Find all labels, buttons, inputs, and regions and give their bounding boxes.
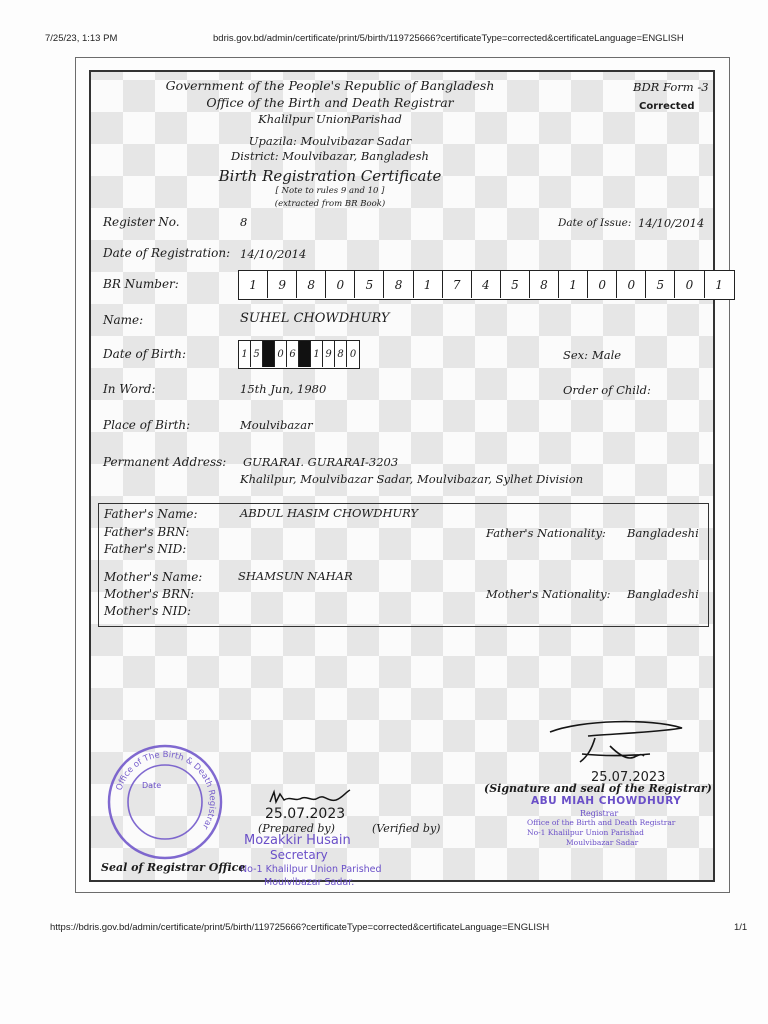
registrar-title: Registrar (580, 809, 619, 818)
dob-digit: 1 (311, 341, 323, 367)
registrar-caption: (Signature and seal of the Registrar) (484, 782, 712, 795)
extracted-note: (extracted from BR Book) (274, 199, 386, 209)
dob-digit: 6 (287, 341, 299, 367)
registrar-office-1: Office of the Birth and Death Registrar (527, 818, 676, 827)
registrar-signature (540, 712, 690, 772)
verified-by-label: (Verified by) (372, 822, 441, 835)
print-datetime: 7/25/23, 1:13 PM (45, 33, 118, 44)
mother-name-value: SHAMSUN NAHAR (238, 569, 353, 583)
mother-nationality-label: Mother's Nationality: (486, 587, 611, 601)
corrected-status: Corrected (639, 101, 695, 112)
sex-label: Sex: (563, 348, 589, 362)
dob-digit: 8 (335, 341, 347, 367)
address-line1: GURARAI. GURARAI-3203 (243, 455, 399, 469)
br-digit: 5 (355, 271, 384, 298)
gov-title: Government of the People's Republic of Bangladesh (165, 78, 495, 93)
order-of-child-label: Order of Child: (563, 383, 651, 397)
br-digit: 7 (443, 271, 472, 298)
br-number-label: BR Number: (103, 277, 179, 291)
registrar-seal-stamp (104, 742, 226, 862)
mother-brn-label: Mother's BRN: (104, 587, 195, 601)
br-digit: 5 (646, 271, 675, 298)
registrar-sign-date: 25.07.2023 (591, 770, 666, 785)
father-name-value: ABDUL HASIM CHOWDHURY (240, 506, 419, 520)
dob-digit: 0 (349, 348, 357, 360)
secretary-name: Mozakkir Husain (244, 833, 351, 848)
page-number: 1/1 (734, 922, 748, 933)
upazila: Upazila: Moulvibazar Sadar (248, 134, 412, 148)
issue-date-label: Date of Issue: (558, 217, 632, 229)
br-digit: 0 (588, 271, 617, 298)
print-footer-url: https://bdris.gov.bd/admin/certificate/print/5/birth/119725666?certificateType=corrected&certificateLanguage=ENGLISH (50, 922, 550, 933)
address-line2: Khalilpur, Moulvibazar Sadar, Moulvibazar, Sylhet Division (240, 472, 584, 486)
dob-separator (263, 341, 275, 367)
dob-digit: 1 (239, 341, 251, 367)
union-parishad: Khalilpur UnionParishad (258, 112, 402, 126)
br-digit: 8 (384, 271, 413, 298)
registration-date-label: Date of Registration: (103, 246, 231, 260)
in-word-value: 15th Jun, 1980 (240, 382, 327, 396)
br-digit: 5 (501, 271, 530, 298)
br-digit: 9 (268, 271, 297, 298)
br-number-boxes (238, 270, 735, 300)
registrar-name: ABU MIAH CHOWDHURY (531, 795, 682, 807)
mother-nationality-value: Bangladeshi (627, 587, 699, 601)
dob-label: Date of Birth: (103, 347, 186, 361)
registration-date-value: 14/10/2014 (240, 247, 307, 261)
secretary-title: Secretary (270, 848, 328, 862)
register-label: Register No. (103, 215, 180, 229)
rules-note: [ Note to rules 9 and 10 ] (275, 186, 385, 196)
br-digit: 0 (675, 271, 704, 298)
name-value: SUHEL CHOWDHURY (240, 311, 390, 326)
br-digit: 1 (559, 271, 588, 298)
in-word-label: In Word: (103, 382, 156, 396)
br-digit: 0 (617, 271, 646, 298)
dob-boxes (238, 340, 360, 369)
permanent-address-label: Permanent Address: (103, 455, 227, 469)
district: District: Moulvibazar, Bangladesh (231, 149, 429, 163)
registrar-office-2: No-1 Khalilpur Union Parishad (527, 828, 644, 837)
seal-date-label: Date (142, 781, 162, 790)
certificate-title: Birth Registration Certificate (218, 167, 442, 185)
office-title: Office of the Birth and Death Registrar (206, 95, 454, 110)
dob-digit: 0 (275, 341, 287, 367)
sex-value: Male (592, 348, 622, 362)
print-url: bdris.gov.bd/admin/certificate/print/5/birth/119725666?certificateType=corrected&certificateLanguage=ENGLISH (213, 33, 684, 44)
form-number: BDR Form -3 (633, 80, 709, 94)
br-digit: 1 (414, 271, 443, 298)
father-name-label: Father's Name: (104, 507, 198, 521)
father-nationality-label: Father's Nationality: (486, 526, 606, 540)
br-digit: 1 (715, 277, 723, 292)
father-nationality-value: Bangladeshi (627, 526, 699, 540)
br-digit: 8 (297, 271, 326, 298)
seal-label: Seal of Registrar Office (101, 861, 246, 874)
father-nid-label: Father's NID: (104, 542, 187, 556)
place-of-birth-label: Place of Birth: (103, 418, 191, 432)
dob-separator (299, 341, 311, 367)
dob-digit: 5 (251, 341, 263, 367)
br-digit: 1 (239, 271, 268, 298)
place-of-birth-value: Moulvibazar (240, 418, 313, 432)
issue-date-value: 14/10/2014 (638, 216, 705, 230)
mother-nid-label: Mother's NID: (104, 604, 192, 618)
secretary-office: No-1 Khalilpur Union Parished (240, 864, 382, 875)
prepared-by-label: (Prepared by) (258, 822, 335, 835)
dob-digit: 9 (323, 341, 335, 367)
prepared-date: 25.07.2023 (265, 806, 346, 822)
br-digit: 8 (530, 271, 559, 298)
register-value: 8 (240, 215, 248, 229)
mother-name-label: Mother's Name: (104, 570, 203, 584)
br-digit: 4 (472, 271, 501, 298)
name-label: Name: (103, 313, 144, 327)
br-digit: 0 (326, 271, 355, 298)
seal-ring-text: Office of The Birth & Death Registrar (114, 749, 218, 831)
father-brn-label: Father's BRN: (104, 525, 190, 539)
registrar-office-3: Moulvibazar Sadar (566, 838, 639, 847)
secretary-place: Moulvibazar Sadar. (264, 877, 355, 888)
